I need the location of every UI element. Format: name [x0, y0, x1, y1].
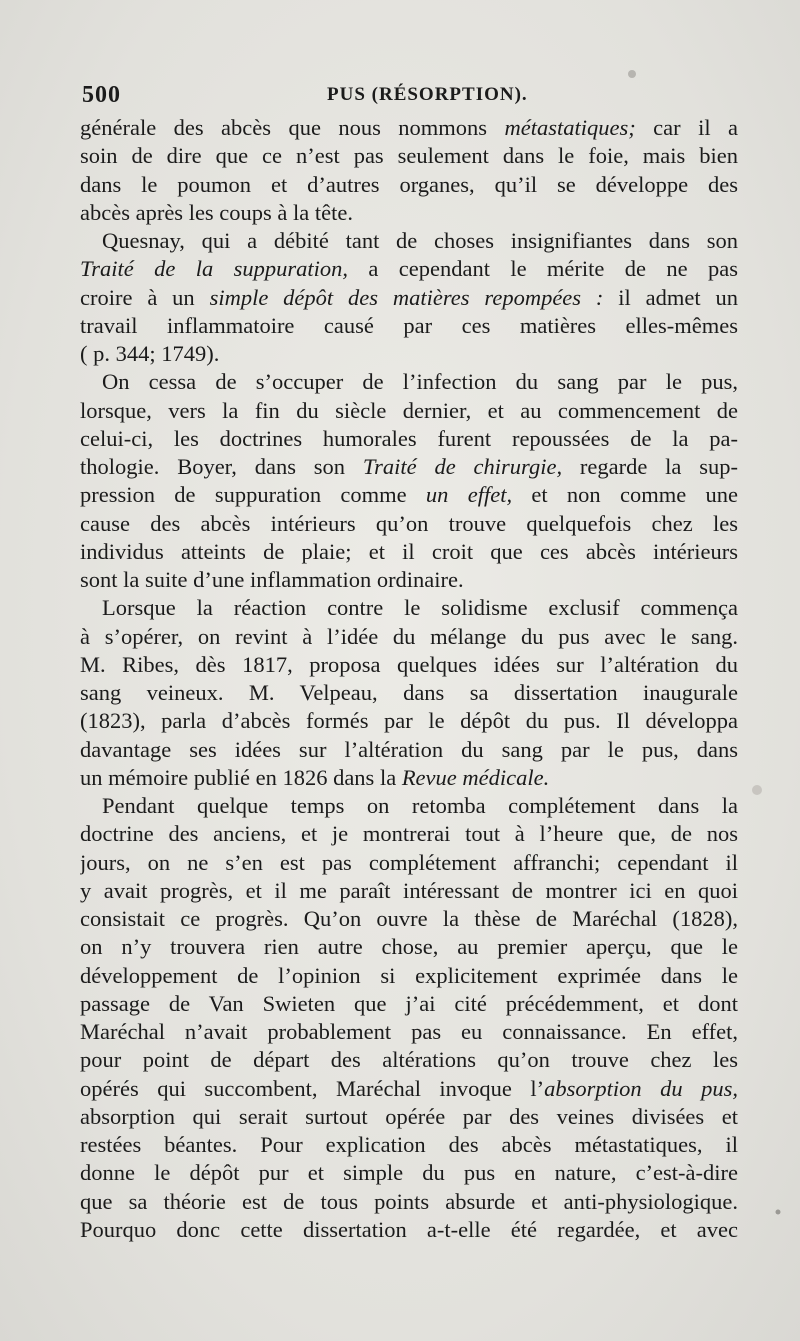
- page-header: [82, 82, 738, 112]
- text-segment: Lorsque la réaction contre le solidisme exclusif commença: [102, 595, 738, 621]
- text-line: [80, 340, 738, 368]
- text-line: [80, 849, 738, 877]
- text-line: [80, 877, 738, 905]
- text-line: [80, 792, 738, 820]
- text-line: [80, 679, 738, 707]
- text-segment: cause des abcès intérieurs qu’on trouve quelquefois chez les: [80, 510, 738, 536]
- text-line: [80, 425, 738, 453]
- italic-phrase: absorption du pus,: [544, 1075, 738, 1101]
- text-segment: abcès après les coups à la tête.: [80, 199, 353, 225]
- page-number: 500: [82, 82, 121, 108]
- text-segment: Quesnay, qui a débité tant de choses insignifiantes dans son: [102, 228, 738, 253]
- text-segment: opérés qui succombent, Maréchal invoque l’: [80, 1075, 545, 1101]
- text-line: [80, 651, 738, 679]
- text-segment: thologie. Boyer, dans son: [80, 454, 363, 479]
- text-segment: Maréchal n’avait probablement pas eu connaissance. En effet,: [80, 1019, 738, 1044]
- text-segment: regarde la sup-: [562, 454, 738, 479]
- text-line: [80, 397, 738, 425]
- text-line: [80, 453, 738, 481]
- italic-phrase: simple dépôt des matières repompées :: [209, 284, 604, 310]
- text-segment: restées béantes. Pour explication des abcès métastatiques, il: [80, 1132, 738, 1157]
- italic-phrase: Revue médicale.: [401, 764, 550, 790]
- text-segment: davantage ses idées sur l’altération du sang par le pus, dans: [80, 736, 738, 762]
- text-segment: jours, on ne s’en est pas complétement affranchi; cependant il: [80, 849, 738, 875]
- text-segment: donne le dépôt pur et simple du pus en nature, c’est-à-dire: [80, 1160, 738, 1186]
- text-segment: croire à un: [80, 284, 210, 310]
- text-segment: sang veineux. M. Velpeau, dans sa dissertation inaugurale: [80, 680, 738, 705]
- text-segment: soin de dire que ce n’est pas seulement dans le foie, mais bien: [80, 143, 738, 169]
- body-text: [80, 114, 738, 1244]
- text-line: [80, 1159, 738, 1187]
- italic-phrase: Traité de chirurgie,: [362, 454, 563, 479]
- text-line: [80, 764, 738, 792]
- text-segment: Pendant quelque temps on retomba complétement dans la: [102, 793, 738, 818]
- text-segment: et non comme une: [512, 482, 738, 508]
- text-line: [80, 171, 738, 199]
- text-segment: car il a: [635, 115, 738, 140]
- text-line: [80, 566, 738, 594]
- text-segment: consistait ce progrès. Qu’on ouvre la thèse de Maréchal (1828),: [80, 906, 738, 931]
- text-segment: lorsque, vers la fin du siècle dernier, et au commencement de: [80, 397, 738, 423]
- italic-phrase: Traité de la suppuration,: [80, 256, 349, 282]
- text-line: [80, 142, 738, 170]
- text-line: [80, 1075, 738, 1103]
- text-segment: celui-ci, les doctrines humorales furent repoussées de la pa-: [80, 425, 738, 451]
- text-segment: absorption qui serait surtout opérée par des veines divisées et: [80, 1103, 738, 1129]
- text-segment: à s’opérer, on revint à l’idée du mélange du pus avec le sang.: [80, 623, 738, 649]
- text-line: [80, 1046, 738, 1074]
- text-segment: doctrine des anciens, et je montrerai tout à l’heure que, de nos: [80, 821, 738, 847]
- text-line: [80, 905, 738, 933]
- text-line: [80, 990, 738, 1018]
- text-line: [80, 510, 738, 538]
- text-segment: On cessa de s’occuper de l’infection du sang par le pus,: [102, 369, 738, 395]
- text-line: [80, 594, 738, 622]
- text-line: [80, 199, 738, 227]
- text-segment: pour point de départ des altérations qu’on trouve chez les: [80, 1047, 738, 1073]
- text-line: [80, 707, 738, 735]
- text-line: [80, 312, 738, 340]
- text-line: [80, 368, 738, 396]
- text-segment: passage de Van Swieten que j’ai cité précédemment, et dont: [80, 990, 738, 1016]
- text-line: [80, 538, 738, 566]
- text-line: [80, 1018, 738, 1046]
- text-segment: un mémoire publié en 1826 dans la: [80, 764, 402, 790]
- text-segment: y avait progrès, et il me paraît intéressant de montrer ici en quoi: [80, 877, 738, 903]
- text-line: [80, 962, 738, 990]
- text-segment: a cependant le mérite de ne pas: [348, 256, 738, 282]
- text-segment: sont la suite d’une inflammation ordinaire.: [80, 567, 464, 592]
- text-segment: que sa théorie est de tous points absurde et anti-physiologique.: [80, 1188, 738, 1214]
- text-segment: individus atteints de plaie; et il croit que ces abcès intérieurs: [80, 538, 738, 564]
- text-line: [80, 114, 738, 142]
- text-segment: (1823), parla d’abcès formés par le dépôt du pus. Il développa: [80, 708, 738, 734]
- text-line: [80, 255, 738, 283]
- text-segment: Pourquo donc cette dissertation a-t-elle été regardée, et avec: [80, 1216, 738, 1242]
- italic-phrase: un effet,: [425, 482, 513, 508]
- text-line: [80, 623, 738, 651]
- text-line: [80, 227, 738, 255]
- text-line: [80, 933, 738, 961]
- text-line: [80, 481, 738, 509]
- text-segment: développement de l’opinion si explicitement exprimée dans le: [80, 962, 738, 988]
- text-segment: ( p. 344; 1749).: [80, 341, 220, 366]
- text-line: [80, 1216, 738, 1244]
- text-segment: travail inflammatoire causé par ces matières elles-mêmes: [80, 312, 738, 338]
- text-segment: il admet un: [603, 284, 738, 310]
- text-line: [80, 284, 738, 312]
- text-line: [80, 1103, 738, 1131]
- text-segment: pression de suppuration comme: [80, 482, 426, 508]
- running-head: PUS (RÉSORPTION).: [327, 84, 528, 105]
- text-segment: générale des abcès que nous nommons: [80, 115, 505, 140]
- text-line: [80, 1131, 738, 1159]
- text-line: [80, 1188, 738, 1216]
- text-line: [80, 820, 738, 848]
- text-segment: dans le poumon et d’autres organes, qu’il se développe des: [80, 171, 738, 197]
- text-segment: M. Ribes, dès 1817, proposa quelques idées sur l’altération du: [80, 651, 738, 677]
- text-line: [80, 736, 738, 764]
- italic-phrase: métastatiques;: [504, 115, 636, 140]
- text-segment: on n’y trouvera rien autre chose, au premier aperçu, que le: [80, 934, 738, 960]
